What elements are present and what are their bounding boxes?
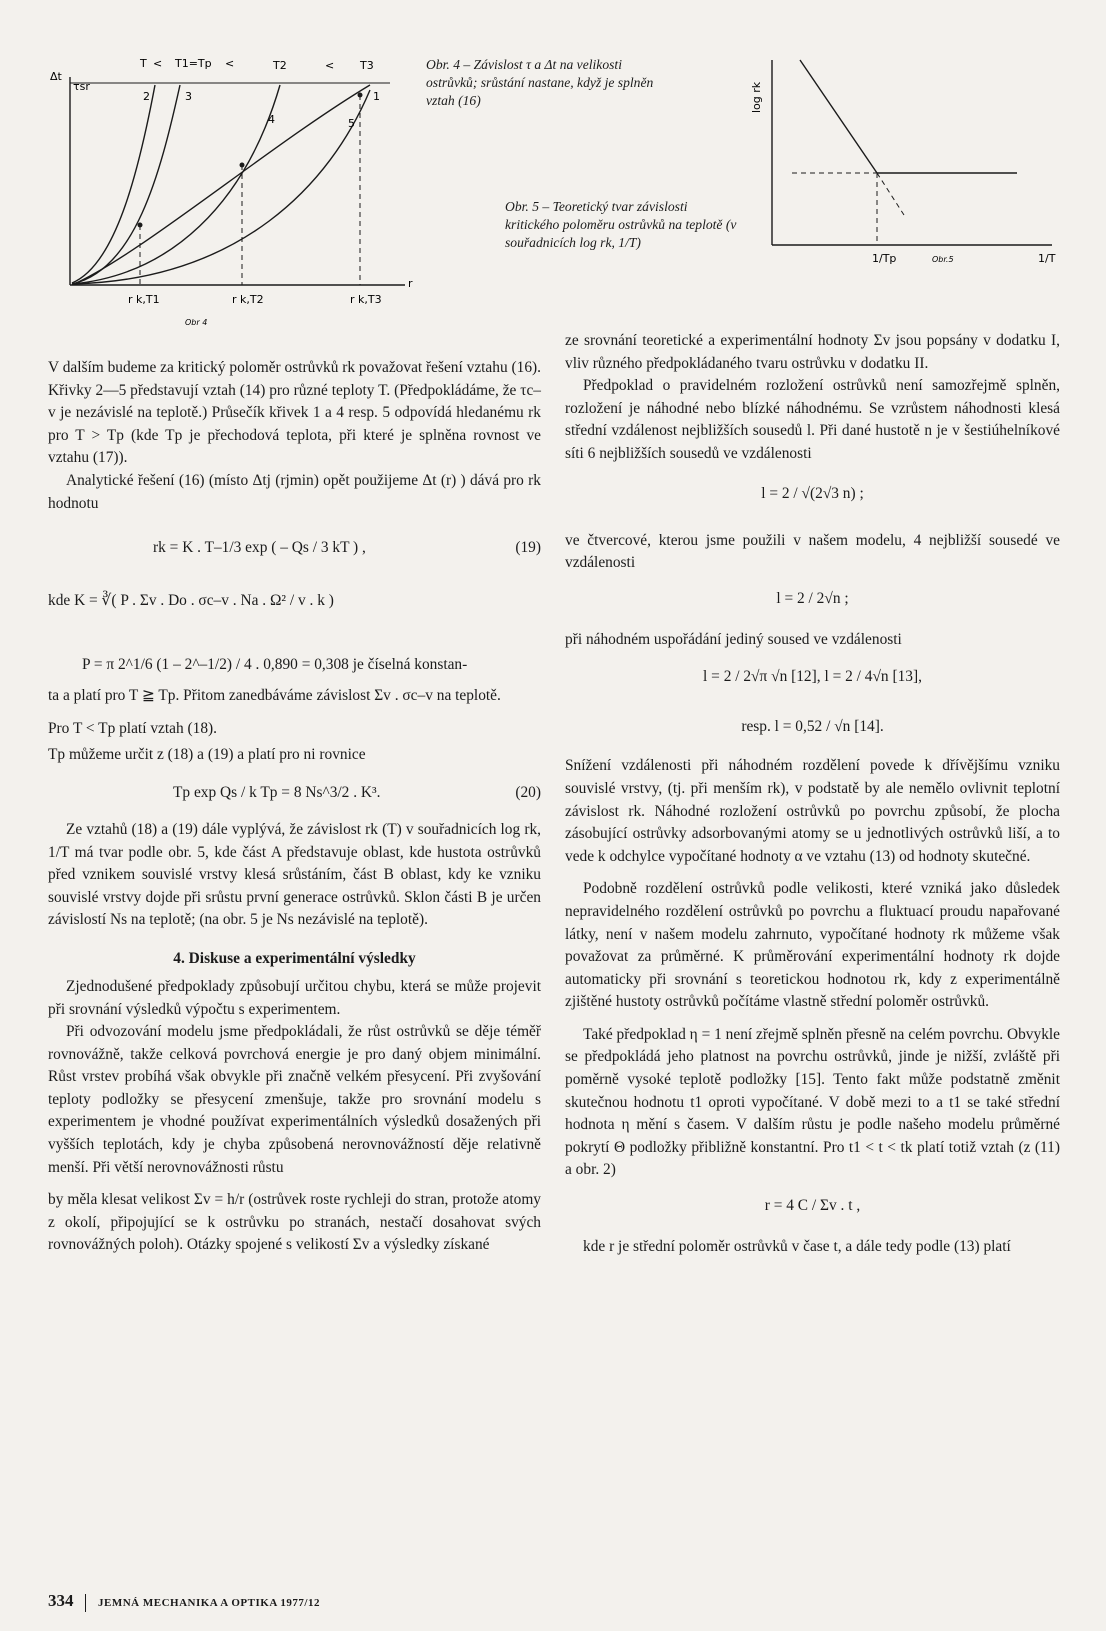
paragraph: Ze vztahů (18) a (19) dále vyplývá, že závislost rk (T) v souřadnicích log rk, 1/T má tvar podle obr. 5, kde část A představuje oblast, kde hustota ostrůvků před vznikem souvislé vrstvy klesá srůstáním, část B oblast, kdy ke vzniku souvislé vrstvy dojde při srůstu první generace ostrůvků. Sklon části B je určen závislostí Ns na teplotě; (na obr. 5 je Ns nezávislé na teplotě). [48, 820, 541, 929]
fig4-curve-2 [72, 85, 155, 283]
fig5-tag: Obr.5 [932, 255, 954, 264]
paragraph: Zjednodušené předpoklady způsobují určitou chybu, která se může projevit při srovnání výsledků výpočtu s experimentem. [48, 977, 541, 1018]
paragraph: Analytické řešení (16) (místo Δtj (rjmin) opět použijeme Δt (r) ) dává pro rk hodnotu [48, 471, 541, 512]
equation-square: l = 2 / 2√n ; [776, 589, 849, 607]
fig4-tau: τsr [73, 80, 90, 93]
equation-20: Tp exp Qs / k Tp = 8 Ns^3/2 . K³. (20) [173, 783, 541, 801]
fig4-ylabel: Δt [50, 70, 62, 83]
fig5-branch-A [800, 60, 877, 173]
fig4-top-label: < [225, 57, 235, 70]
fig4-curve-number: 2 [143, 90, 150, 103]
fig4-top-label: < [153, 57, 163, 70]
paragraph: V dalším budeme za kritický poloměr ostrůvků rk považovat řešení vztahu (16). Křivky 2—5 představují vztah (14) pro různé teploty T. (Předpokládáme, že τc–v je nezávislé na teplotě.) Průsečík křivek 1 a 4 resp. 5 odpovídá hledanému rk pro T > Tp (kde Tp je přechodová teplota, při které je splněna rovnost ve vztahu (17)). [48, 359, 541, 467]
fig4-curve-number: 3 [185, 90, 192, 103]
equation-resp: resp. l = 0,52 / √n [14]. [741, 718, 884, 736]
equation-hex: l = 2 / √(2√3 n) ; [761, 484, 864, 502]
fig4-top-label: T1=Tp [175, 57, 212, 70]
right-column [565, 330, 1060, 1259]
fig5-ylabel: log rk [750, 81, 763, 113]
fig5-dash-ext [877, 173, 904, 215]
fig4-top-label: T [140, 57, 147, 70]
equation-19: rk = K . T–1/3 exp ( – Qs / 3 kT ) , (19) [153, 539, 541, 557]
fig4-top-label: < [325, 59, 335, 72]
footer-divider [85, 1594, 86, 1612]
fig4-top-label: T3 [360, 59, 374, 72]
equation-random: l = 2 / 2√π √n [12], l = 2 / 4√n [13], [703, 668, 922, 686]
fig4-point-3 [358, 93, 363, 98]
paragraph: při náhodném uspořádání jediný soused ve vzdálenosti [565, 630, 902, 648]
fig4-curve-number: 4 [268, 113, 275, 126]
paragraph: Při odvozování modelu jsme předpokládali, že růst ostrůvků se děje téměř rovnovážně, takže celková povrchová energie je pro daný objem minimální. Růst vrstev probíhá však obvykle při značně velkém přesycení. Při zvyšování teploty podložky se přesycení zmenšuje, takže pro srovnání modelu s experimentem je vhodné používat experimentálních výsledků dosažených při vyšších teplotách, kdy je chyba způsobená nerovnovážností děje relativně menší. Při větší nerovnovážnosti růstu [48, 1023, 541, 1176]
paragraph: ta a platí pro T ≧ Tp. Přitom zanedbáváme závislost Σv . σc–v na teplotě. [48, 687, 501, 705]
fig4-curve-number: 5 [348, 117, 355, 130]
fig5-caption: Obr. 5 – Teoretický tvar závislosti kritického poloměru ostrůvků na teplotě (v souřadnicích log rk, 1/T) [505, 199, 737, 250]
figure-5 [752, 55, 1062, 280]
paragraph: Tp můžeme určit z (18) a (19) a platí pro ni rovnice [48, 746, 366, 764]
fig5-xlabel-2: 1/T [1038, 252, 1056, 265]
paragraph: by měla klesat velikost Σv = h/r (ostrůvek roste rychleji do stran, protože atomy z okolí, připojující se k ostrůvku po stranách, nestačí dosahovat svých rovnovážných poloh). Otázky spojené s velikostí Σv a výsledky získané [48, 1191, 541, 1254]
fig4-x-label: r k,T3 [350, 293, 382, 306]
fig4-tag: Obr 4 [185, 318, 208, 327]
fig4-x-label: r k,T2 [232, 293, 264, 306]
equation-k: kde K = ∛( P . Σv . Do . σc–v . Na . Ω² / v . k ) [48, 592, 334, 610]
page-number: 334 [48, 1591, 74, 1610]
paragraph: Předpoklad o pravidelném rozložení ostrůvků není samozřejmě splněn, rozložení je náhodné nebo blízké náhodnému. Se vzrůstem náhodnosti klesá střední vzdálenost nejbližších sousedů l. Při dané hustotě n je v šestiúhelníkové síti 6 nejbližších sousedů ve vzdálenosti [565, 377, 1060, 462]
page-footer [48, 1591, 320, 1612]
fig4-curve-number: 1 [373, 90, 380, 103]
fig4-x-label: r k,T1 [128, 293, 160, 306]
journal-name: JEMNÁ MECHANIKA A OPTIKA 1977/12 [98, 1597, 320, 1609]
section-heading: 4. Diskuse a experimentální výsledky [173, 949, 416, 967]
paragraph: Snížení vzdálenosti při náhodném rozdělení povede k dřívějšímu vzniku souvislé vrstvy, (tj. při menším rk), v podstatě by ale nemělo ovlivnit teplotní závislost rk. Náhodné rozložení ostrůvků po povrchu způsobí, že plocha zásobující ostrůvky adsorbovanými atomy se u jednotlivých ostrůvků liší, a to vede k odchylce vypočítané hodnoty α ve vztahu (13) od hodnoty skutečné. [565, 757, 1060, 865]
equation-p: P = π 2^1/6 (1 – 2^–1/2) / 4 . 0,890 = 0,308 je číselná konstan- [82, 656, 468, 674]
figure-4 [40, 55, 420, 335]
paragraph: Podobně rozdělení ostrůvků podle velikosti, které vzniká jako důsledek nepravidelného rozdělení ostrůvků po povrchu a fluktuací proudu napařované látky, není v našem modelu zahrnuto, vypočítané hodnoty rk můžeme však považovat za průměrné. K průměrování experimentální hodnoty rk dojde automaticky při srovnání s teoretickou hodnotou rk, kdy z experimentálně zjištěné hustoty ostrůvků počítáme vlastně střední poloměr ostrůvků. [565, 880, 1060, 1011]
paragraph: Také předpoklad η = 1 není zřejmě splněn přesně na celém povrchu. Obvykle se předpokládá jeho platnost na povrchu ostrůvků, jinde je nižší, zvláště při poměrně vysoké teplotě podložky [15]. Tento fakt může podstatně změnit skutečnou hodnotu t1 oproti vypočítané. V době mezi to a t1 se také střední hodnota η mění s časem. V dalším růstu je podle našeho modelu průměrné pokrytí Θ podložky přibližně konstantní. Pro t1 < t < tk platí totiž vztah (z (11) a obr. 2) [565, 1025, 1060, 1179]
fig5-xlabel-1: 1/Tp [872, 252, 897, 265]
paragraph: kde r je střední poloměr ostrůvků v čase t, a dále tedy podle (13) platí [583, 1238, 1011, 1256]
left-column [48, 357, 541, 1257]
fig4-point-1 [138, 223, 143, 228]
fig4-caption: Obr. 4 – Závislost τ a Δt na velikosti ostrůvků; srůstání nastane, když je splněn vztah (16) [426, 57, 654, 108]
paragraph: ve čtvercové, kterou jsme použili v našem modelu, 4 nejbližší sousedé ve vzdálenosti [565, 531, 1060, 572]
equation-r: r = 4 C / Σv . t , [764, 1197, 861, 1215]
paragraph: ze srovnání teoretické a experimentální hodnoty Σv jsou popsány v dodatku I, vliv různého předpokládaného tvaru ostrůvku v dodatku II. [565, 332, 1060, 372]
paragraph: Pro T < Tp platí vztah (18). [48, 719, 217, 737]
fig4-point-2 [240, 163, 245, 168]
fig4-x-axis-label: r [408, 277, 413, 290]
fig4-top-label: T2 [273, 59, 287, 72]
